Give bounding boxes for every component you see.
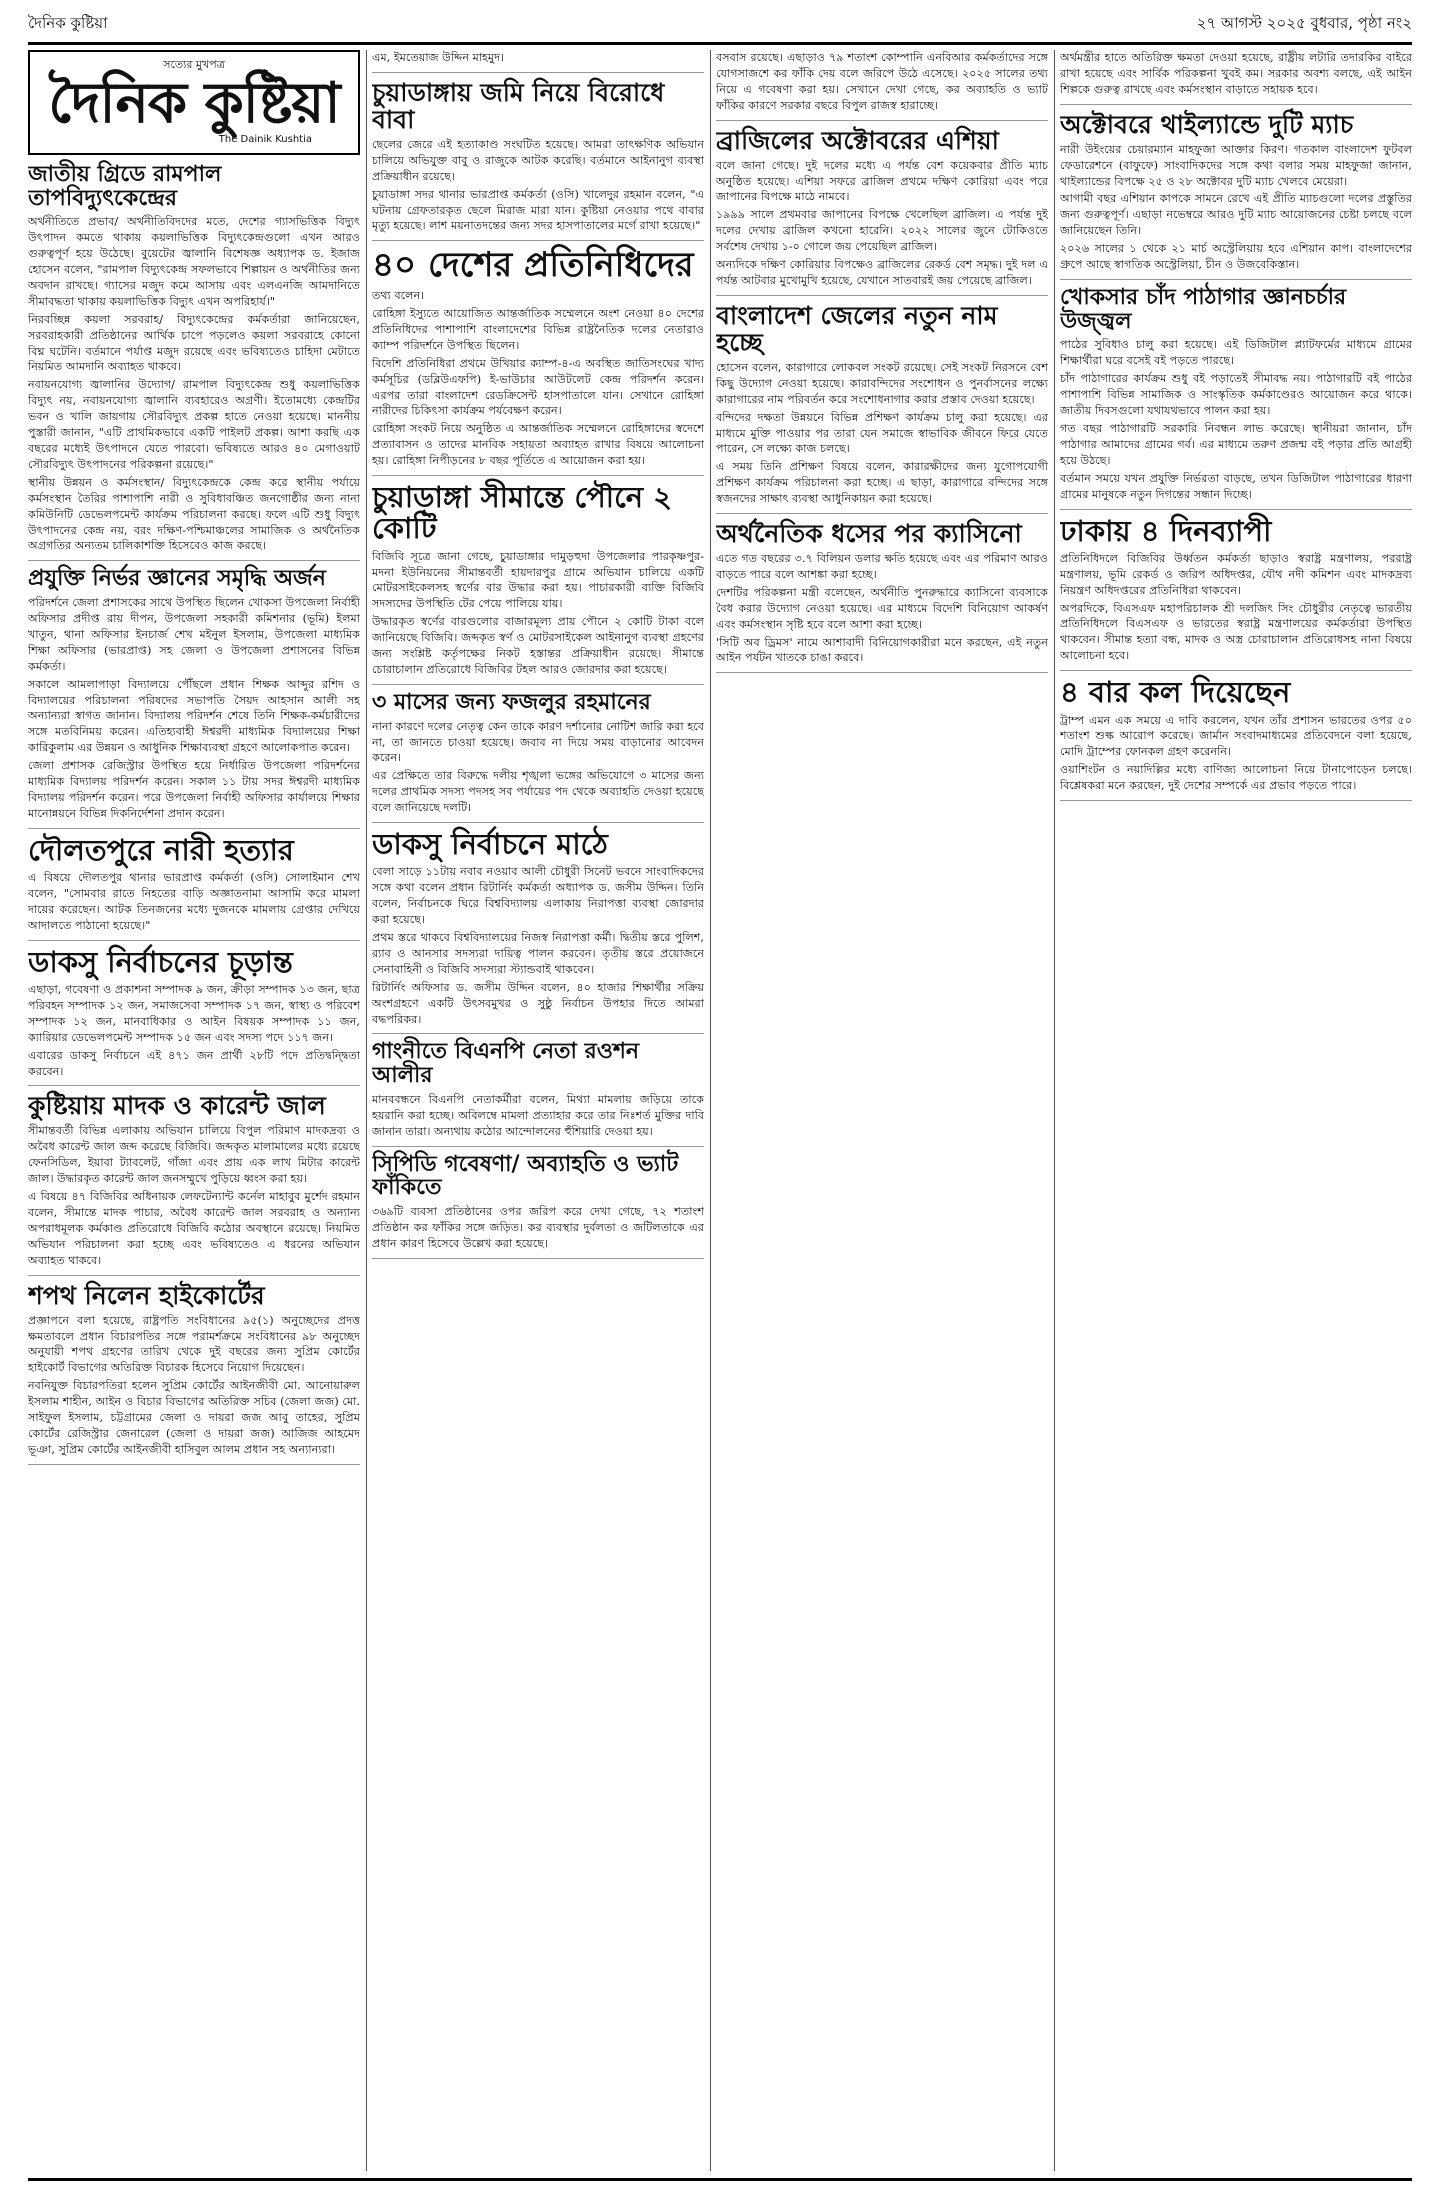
article-paragraph: রোহিঙ্গা সংকট নিয়ে অনুষ্ঠিত এ আন্তর্জাতিক সম্মেলনে রোহিঙ্গাদের স্বদেশে প্রত্যাবাসন ও তাদের মানবিক সহায়তা অব্যাহত রাখার বিষয়ে আলোচনা হয়। রোহিঙ্গা নিপীড়নের ৮ বছর পূর্তিতে এ আয়োজন করা হয়।: [372, 422, 704, 468]
article-paragraph: ২০২৬ সালের ১ থেকে ২১ মার্চ অস্ট্রেলিয়ায় হবে এশিয়ান কাপ। বাংলাদেশের গ্রুপে আছে স্বাগতিক অস্ট্রেলিয়া, চীন ও উজবেকিস্তান।: [1060, 242, 1412, 272]
article: [28, 944, 360, 1087]
article-paragraph: পাঠের সুবিধাও চালু করা হয়েছে। এই ডিজিটাল প্ল্যাটফর্মের মাধ্যমে গ্রামের শিক্ষার্থীরা ঘরে বসেই বই পড়তে পারছে।: [1060, 338, 1412, 368]
masthead: [28, 50, 360, 155]
paper-name: দৈনিক কুষ্টিয়া: [28, 13, 108, 32]
article-paragraph: রোহিঙ্গা ইস্যুতে আয়োজিত আন্তর্জাতিক সম্মেলনে অংশ নেওয়া ৪০ দেশের প্রতিনিধিদের পাশাপাশি বাংলাদেশের বিভিন্ন রাষ্ট্রনৈতিক দলের নেতারাও ক্যাম্প পরিদর্শনে উপস্থিত ছিলেন।: [372, 306, 704, 352]
column-1: [28, 50, 360, 2171]
article-headline: গাংনীতে বিএনপি নেতা রওশন আলীর: [372, 1039, 640, 1089]
article-paragraph: আগামী বছর এশিয়ান কাপকে সামনে রেখে এই প্রীতি ম্যাচগুলো দলের প্রস্তুতির জন্য গুরুত্বপূর্ণ। এছাড়া নভেম্বরে আরও দুটি ম্যাচ আয়োজনের চেষ্টা চলছে বলে জানিয়েছেন তিনি।: [1060, 192, 1412, 238]
article-headline: ৪০ দেশের প্রতিনিধিদের: [372, 245, 694, 286]
footer-rule: [28, 2178, 1412, 2181]
article-headline: ঢাকায় ৪ দিনব্যাপী: [1060, 513, 1272, 548]
article-paragraph: এবারের ডাকসু নির্বাচনে এই ৪৭১ জন প্রার্থী ২৮টি পদে প্রতিদ্বন্দ্বিতা করবেন।: [28, 1048, 360, 1078]
article-paragraph: ছেলের জেরে এই হত্যাকাণ্ড সংঘটিত হয়েছে। আমরা তাৎক্ষণিক অভিযান চালিয়ে অভিযুক্ত বাবু ও রাজুকে আটক করেছি। বর্তমানে আইনানুগ ব্যবস্থা প্রক্রিয়াধীন রয়েছে।: [372, 137, 704, 183]
article: [716, 50, 1048, 121]
article-body: [1060, 337, 1412, 502]
article-paragraph: চাঁদ পাঠাগারের কার্যক্রম শুধু বই পড়াতেই সীমাবদ্ধ নয়। পাঠাগারটি বই পাঠের পাশাপাশি বিভিন্ন সামাজিক ও সাংস্কৃতিক কর্মকাণ্ডেরও আয়োজন করে থাকে। জাতীয় দিবসগুলো যথাযথভাবে পালন করা হয়।: [1060, 372, 1412, 418]
article-paragraph: ১৯৯৯ সালে প্রথমবার জাপানের বিপক্ষে খেলেছিল ব্রাজিল। এ পর্যন্ত দুই দলের দেখায় ব্রাজিল কখনো হারেনি। ২০২২ সালের জুনে টোকিওতে সর্বশেষ দেখায় ১-০ গোলে জয় পেয়েছিল ব্রাজিল।: [716, 208, 1048, 254]
article: [716, 127, 1048, 296]
article-paragraph: এ বিষয়ে দৌলতপুর থানার ভারপ্রাপ্ত কর্মকর্তা (ওসি) সোলাইমান শেখ বলেন, "সোমবার রাতে নিহতের বাড়ি অজ্ঞাতনামা আসামি করে মামলা দায়ের করেছেন। আটক তিনজনের মধ্যে দুজনকে মামলায় গ্রেপ্তার দেখিয়ে আদালতে পাঠানো হয়েছে।": [28, 871, 360, 932]
article-paragraph: এম, ইমতেয়াজ উদ্দিন মাহমুদ।: [372, 51, 505, 64]
article-headline: ডাকসু নির্বাচনের চূড়ান্ত: [28, 944, 293, 979]
masthead-subtitle: The Dainik Kushtia: [218, 133, 312, 145]
article: [1060, 677, 1412, 801]
article: [372, 50, 704, 73]
column-divider: [366, 50, 367, 2171]
article-paragraph: তথ্য বলেন।: [372, 289, 425, 303]
article-body: [372, 719, 704, 816]
column-articles: [28, 163, 360, 1465]
article-paragraph: প্রথম স্তরে থাকবে বিশ্ববিদ্যালয়ের নিজস্ব নিরাপত্তা কর্মী। দ্বিতীয় স্তরে পুলিশ, র‍্যাব ও আনসার সদস্যরা দায়িত্ব পালন করবেন। তৃতীয় স্তরে প্রয়োজনে সেনাবাহিনী ও বিজিবি সদস্যরা স্ট্যান্ডবাই থাকবেন।: [372, 931, 704, 976]
article-body: [28, 595, 360, 822]
article-headline: প্রযুক্তি নির্ভর জ্ঞানের সমৃদ্ধি অর্জন: [28, 566, 326, 592]
article: [28, 567, 360, 828]
article: [28, 1282, 360, 1465]
running-header: [28, 8, 1412, 40]
article-paragraph: বিদেশি প্রতিনিধিরা প্রথমে উখিয়ার ক্যাম্প-৪-এ অবস্থিত জাতিসংঘের খাদ্য কর্মসূচির (ডব্লিউএফপি) ই-ভাউচার আউটলেট কেন্দ্র পরিদর্শন করেন। এরপর তারা বাংলাদেশ রেডক্রিসেন্ট হাসপাতালে যান। সেখানে রোহিঙ্গা নারীদের চিকিৎসা কার্যক্রম পর্যবেক্ষণ করেন।: [372, 356, 704, 418]
article-headline: ব্রাজিলের অক্টোবরের এশিয়া: [716, 125, 999, 155]
article-body: [372, 137, 704, 234]
article: [372, 482, 704, 685]
column-2: [372, 50, 704, 2171]
article-paragraph: দেশটির পরিকল্পনা মন্ত্রী বলেছেন, অর্থনীতি পুনরুদ্ধারে ক্যাসিনো ব্যবসাকে বৈধ করার উদ্যোগ নেওয়া হয়েছে। এর মাধ্যমে বিদেশি বিনিয়োগ আকর্ষণ এবং কর্মসংস্থান সৃষ্টি হবে বলে আশা করা হচ্ছে।: [716, 585, 1048, 631]
article-paragraph: উদ্ধারকৃত স্বর্ণের বারগুলোর বাজারমূল্য প্রায় পৌনে ২ কোটি টাকা বলে জানিয়েছে বিজিবি। জব্দকৃত স্বর্ণ ও মোটরসাইকেল আইনানুগ ব্যবস্থা গ্রহণের জন্য সংশ্লিষ্ট কর্তৃপক্ষের নিকট হস্তান্তর প্রক্রিয়াধীন রয়েছে। সীমান্তে চোরাচালান প্রতিরোধে বিজিবির টহল আরও জোরদার করা হয়েছে।: [372, 615, 704, 676]
article-paragraph: অর্থমন্ত্রীর হাতে অতিরিক্ত ক্ষমতা দেওয়া হয়েছে, রাষ্ট্রীয় লটারি তদারকির বাইরে রাখা হয়েছে এবং সার্বিক পরিকল্পনা খুবই কম। সরকার অবশ্য বলছে, এই আইন শিল্পকে গুরুত্ব রাখছে এবং কর্মসংস্থান বাড়াতে সহায়ক হবে।: [1060, 51, 1412, 96]
date-page: ২৭ আগস্ট ২০২৫ বুধবার, পৃষ্ঠা নং২: [1196, 13, 1412, 32]
column-articles: [716, 50, 1048, 673]
article-body: [716, 551, 1048, 666]
article-body: [716, 158, 1048, 289]
article-body: [1060, 142, 1412, 273]
article-body: [28, 982, 360, 1079]
article-body: [716, 360, 1048, 507]
article-body: [372, 1204, 704, 1252]
column-divider: [1054, 50, 1055, 2171]
article: [28, 163, 360, 562]
column-4: [1060, 50, 1412, 2171]
article-paragraph: বন্দিদের দক্ষতা উন্নয়নে বিভিন্ন প্রশিক্ষণ কার্যক্রম চালু করা হয়েছে। এর মাধ্যমে মুক্তি পাওয়ার পর তারা যেন সমাজে স্বাভাবিক জীবনে ফিরে যেতে পারেন, সে লক্ষ্যে কাজ চলছে।: [716, 410, 1048, 456]
article-body: [716, 50, 1048, 114]
article-paragraph: অর্থনীতিতে প্রভাব/ অর্থনীতিবিদদের মতে, দেশের গ্যাসভিত্তিক বিদ্যুৎ উৎপাদন কমতে থাকায় কয়লাভিত্তিক বিদ্যুৎকেন্দ্রগুলো এখন আরও গুরুত্বপূর্ণ হয়ে উঠেছে। বুয়েটের জ্বালানি বিশেষজ্ঞ অধ্যাপক ড. ইজাজ হোসেন বলেন, "রামপাল বিদ্যুৎকেন্দ্র সফলভাবে শিল্পায়ন ও অর্থনীতির জন্য অবদান রাখছে। গ্যাসের মজুদ কমে আসায় এবং এলএনজি আমদানিতে সীমাবদ্ধতা থাকায় কয়লাভিত্তিক বিদ্যুৎ এখন অপরিহার্য।": [28, 215, 360, 308]
article-paragraph: বিজিবি সূত্রে জানা গেছে, চুয়াডাঙ্গার দামুড়হুদা উপজেলার পারকৃষ্ণপুর-মদনা ইউনিয়নের সীমান্তবর্তী হায়দারপুর গ্রামে অভিযান চালিয়ে একটি মোটরসাইকেলসহ স্বর্ণের বার উদ্ধার করা হয়। পাচারকারী ব্যক্তি বিজিবি সদস্যদের উপস্থিতি টের পেয়ে পালিয়ে যায়।: [372, 549, 704, 611]
article-paragraph: সকালে আমলাপাড়া বিদ্যালয়ে পৌঁছলে প্রধান শিক্ষক আব্দুর রশিদ ও বিদ্যালয়ের পরিচালনা পরিষদের সভাপতি সৈয়দ আহসান আলী সহ অন্যান্যরা স্বাগত জানান। বিদ্যালয় পরিদর্শন শেষে তিনি শিক্ষক-কর্মচারীদের সঙ্গে মতবিনিময় করেন। এতিহ্যবাহী ঈশ্বরদী মাধ্যমিক বিদ্যালয়ের শিক্ষা কারিকুলাম এর উন্নয়ন ও আধুনিক শিক্ষাব্যবস্থা গ্রহণে আলোকপাত করেন।: [28, 677, 360, 755]
article: [716, 520, 1048, 673]
article-paragraph: এতে গত বছরের ৩.৭ বিলিয়ন ডলার ক্ষতি হয়েছে এবং এর পরিমাণ আরও বাড়তে পারে বলে আশঙ্কা করা হচ্ছে।: [716, 552, 1048, 581]
article-paragraph: অন্যদিকে দক্ষিণ কোরিয়ার বিপক্ষেও ব্রাজিলের রেকর্ড বেশ সমৃদ্ধ। দুই দল এ পর্যন্ত আটবার মুখোমুখি হয়েছে, যেখানে সাতবারই জয় পেয়েছে ব্রাজিল।: [716, 258, 1048, 287]
header-rule: [28, 42, 1412, 45]
column-3: [716, 50, 1048, 2171]
article-paragraph: পরিদর্শনে জেলা প্রশাসকের সাথে উপস্থিত ছিলেন খোকসা উপজেলা নির্বাহী অফিসার প্রদীপ্ত রায় দীপন, উপজেলা সহকারী কমিশনার (ভূমি) ইলমা খাতুন, থানা অফিসার ইনচার্জ শেখ মইনুল ইসলাম, উপজেলা মাধ্যমিক শিক্ষা অফিসার (ভারপ্রাপ্ত) সহ জেলা ও উপজেলা প্রশাসনের বিভিন্ন কর্মকর্তা।: [28, 596, 360, 673]
article-headline: খোকসার চাঁদ পাঠাগার জ্ঞানচর্চার উজ্জ্বল: [1060, 284, 1347, 334]
article: [372, 79, 704, 241]
article-paragraph: নানা কারণে দলের নেতৃত্ব কেন তাকে কারণ দর্শানোর নোটিশ জারি করা হবে না, তা জানতে চাওয়া হয়েছে। জবাব না দিয়ে সময় বাড়ানোর আবেদন করেন।: [372, 719, 704, 765]
article: [372, 1040, 704, 1146]
article-headline: ৩ মাসের জন্য ফজলুর রহমানের: [372, 689, 651, 715]
article-body: [28, 1123, 360, 1268]
article: [1060, 513, 1412, 672]
article-paragraph: অপরদিকে, বিএসএফ মহাপরিচালক শ্রী দলজিৎ সিং চৌধুরীর নেতৃত্বে ভারতীয় প্রতিনিধিদলে বিএসএফ ও ভারতের স্বরাষ্ট্র মন্ত্রণালয়ের কর্মকর্তারা উপস্থিত থাকবেন। সীমান্ত হত্যা বন্ধ, মাদক ও অস্ত্র চোরাচালান প্রতিরোধসহ নানা বিষয়ে আলোচনা হবে।: [1060, 601, 1412, 663]
article-paragraph: প্রতিনিধিদলে বিজিবির উর্ধ্বতন কর্মকর্তা ছাড়াও স্বরাষ্ট্র মন্ত্রণালয়, পররাষ্ট্র মন্ত্রণালয়, ভূমি রেকর্ড ও জরিপ অধিদপ্তর, যৌথ নদী কমিশন এবং মাদকদ্রব্য নিয়ন্ত্রণ অধিদপ্তরের প্রতিনিধিরা থাকবেন।: [1060, 551, 1412, 597]
article-paragraph: বসবাস রয়েছে। এছাড়াও ৭৯ শতাংশ কোম্পানি এনবিআর কর্মকর্তাদের সঙ্গে যোগসাজশে কর ফাঁকি দেয় বলে জরিপে উঠে এসেছে। ২০২৫ সালের তথ্য নিয়ে এ গবেষণা করা হয়। সেখানে দেখা গেছে, কর অব্যাহতি ও ভ্যাট ফাঁকির কারণে সরকার বছরে বিপুল রাজস্ব হারাচ্ছে।: [716, 51, 1048, 112]
article-headline: জাতীয় গ্রিডে রামপাল তাপবিদ্যুৎকেন্দ্রের: [28, 161, 222, 211]
article-headline: সিপিডি গবেষণা/ অব্যাহতি ও ভ্যাট ফাঁকিতে: [372, 1151, 679, 1201]
article-body: [1060, 713, 1412, 795]
article-headline: চুয়াডাঙ্গায় জমি নিয়ে বিরোধে বাবা: [372, 77, 665, 134]
article-paragraph: এছাড়া, গবেষণা ও প্রকাশনা সম্পাদক ৯ জন, ক্রীড়া সম্পাদক ১৩ জন, ছাত্র পরিবহন সম্পাদক ১২ জন, সমাজসেবা সম্পাদক ১৭ জন, স্বাস্থ্য ও পরিবেশ সম্পাদক ১২ জন, মানবাধিকার ও আইন বিষয়ক সম্পাদক ১১ জন, ক্যারিয়ার ডেভেলপমেন্ট সম্পাদক ১৫ জন এবং সদস্য পদে ১১৭ জন।: [28, 983, 360, 1044]
column-divider: [710, 50, 711, 2171]
article-paragraph: ট্রাম্প এমন এক সময়ে এ দাবি করলেন, যখন তাঁর প্রশাসন ভারতের ওপর ৫০ শতাংশ শুল্ক আরোপ করেছে। জার্মান সংবাদমাধ্যমের প্রতিবেদনে বলা হয়েছে, মোদি ট্রাম্পের ফোনকল গ্রহণ করেননি।: [1060, 713, 1412, 759]
article-paragraph: বলে জানা গেছে। দুই দলের মধ্যে এ পর্যন্ত বেশ কয়েকবার প্রীতি ম্যাচ অনুষ্ঠিত হয়েছে। এশিয়া সফরে ব্রাজিল প্রথমে দক্ষিণ কোরিয়া এবং পরে জাপানের বিপক্ষে মাঠে নামবে।: [716, 158, 1048, 204]
article-paragraph: ওয়াশিংটন ও নয়াদিল্লির মধ্যে বাণিজ্য আলোচনা নিয়ে টানাপোড়েন চলছে। বিশ্লেষকরা মনে করছেন, দুই দেশের সম্পর্কে এর প্রভাব পড়তে পারে।: [1060, 763, 1412, 793]
column-articles: [372, 50, 704, 1259]
article-paragraph: 'সিটি অব ড্রিমস' নামে আশাবাদী বিনিয়োগকারীরা মনে করছেন, এই নতুন আইন পর্যটন খাতকে চাঙা করবে।: [716, 635, 1048, 665]
column-articles: [1060, 50, 1412, 801]
article: [1060, 50, 1412, 105]
article-body: [28, 870, 360, 934]
article-body: [372, 288, 704, 469]
article-headline: অর্থনৈতিক ধসের পর ক্যাসিনো: [716, 519, 1022, 549]
article-headline: অক্টোবরে থাইল্যান্ডে দুটি ম্যাচ: [1060, 109, 1354, 139]
article-paragraph: এর প্রেক্ষিতে তার বিরুদ্ধে দলীয় শৃঙ্খলা ভঙ্গের অভিযোগে ৩ মাসের জন্য দলের প্রাথমিক সদস্য পদসহ সব পর্যায়ের পদ থেকে অব্যাহতি দেওয়া হয়েছে বলে জানিয়েছে দলটি।: [372, 769, 704, 815]
article: [372, 1153, 704, 1259]
article: [372, 829, 704, 1034]
article-paragraph: স্থানীয় উন্নয়ন ও কর্মসংস্থান/ বিদ্যুৎকেন্দ্রকে কেন্দ্র করে স্থানীয় পর্যায়ে কর্মসংস্থান তৈরির পাশাপাশি নারী ও সুবিধাবঞ্চিত জনগোষ্ঠীর জন্য নানা কমিউনিটি ডেভেলপমেন্ট কার্যক্রম পরিচালনা করছে। ফলে এটি শুধু বিদ্যুৎ উৎপাদনের কেন্দ্র নয়, বরং দক্ষিণ-পশ্চিমাঞ্চলের সামাজিক ও অর্থনৈতিক অগ্রগতির অন্যতম চালিকাশক্তি হিসেবেও কাজ করছে।: [28, 475, 360, 553]
article-headline: ৪ বার কল দিয়েছেন: [1060, 675, 1291, 710]
article-paragraph: মানববন্ধনে বিএনপি নেতাকর্মীরা বলেন, মিথ্যা মামলায় জড়িয়ে তাকে হয়রানি করা হচ্ছে। অবিলম্বে মামলা প্রত্যাহার করে তার নিঃশর্ত মুক্তির দাবি জানান তারা। অন্যথায় কঠোর আন্দোলনের হুঁশিয়ারি দেওয়া হয়।: [372, 1092, 704, 1138]
article-paragraph: এ সময় তিনি প্রশিক্ষণ বিষয়ে বলেন, কারারক্ষীদের জন্য যুগোপযোগী প্রশিক্ষণ কার্যক্রম পরিচালনা করা হচ্ছে। এ ছাড়া, কারাগারে বন্দিদের সঙ্গে স্বজনদের সাক্ষাৎ ব্যবস্থা আধুনিকায়ন করা হয়েছে।: [716, 460, 1048, 506]
article-paragraph: প্রজ্ঞাপনে বলা হয়েছে, রাষ্ট্রপতি সংবিধানের ৯৫(১) অনুচ্ছেদের প্রদত্ত ক্ষমতাবলে প্রধান বিচারপতির সঙ্গে পরামর্শক্রমে সংবিধানের ৯৮ অনুচ্ছেদ অনুযায়ী শপথ গ্রহণের তারিখ থেকে দুই বছরের জন্য সুপ্রিম কোর্টের হাইকোর্ট বিভাগের অতিরিক্ত বিচারক হিসেবে নিয়োগ দিয়েছেন।: [28, 1313, 360, 1375]
article: [28, 1092, 360, 1275]
article-paragraph: গত বছর পাঠাগারটি সরকারি নিবন্ধন লাভ করেছে। স্থানীয়রা জানান, চাঁদ পাঠাগার আমাদের গ্রামের গর্ব। এর মাধ্যমে তরুণ প্রজন্ম বই পড়ার প্রতি আগ্রহী হয়ে উঠছে।: [1060, 422, 1412, 467]
article-paragraph: চুয়াডাঙ্গা সদর থানার ভারপ্রাপ্ত কর্মকর্তা (ওসি) খালেদুর রহমান বলেন, "এ ঘটনায় গ্রেফতারকৃত ছেলে মিরাজ মারা যান। কুষ্টিয়া নেওয়ার পথে বাবার মৃত্যু হয়েছে। লাশ ময়নাতদন্তের জন্য সদর হাসপাতালের মর্গে রাখা হয়েছে।": [372, 187, 704, 233]
article-paragraph: বেলা সাড়ে ১১টায় নবাব নওয়াব আলী চৌধুরী সিনেট ভবনে সাংবাদিকদের সঙ্গে কথা বলেন প্রধান রিটার্নিং কর্মকর্তা অধ্যাপক ড. জসীম উদ্দিন। তিনি বলেন, নির্বাচনকে ঘিরে বিশ্ববিদ্যালয় এলাকায় নিরাপত্তা ব্যবস্থা জোরদার করা হয়েছে।: [372, 865, 704, 927]
article-paragraph: সীমান্তবর্তী বিভিন্ন এলাকায় অভিযান চালিয়ে বিপুল পরিমাণ মাদকদ্রব্য ও অবৈধ কারেন্ট জাল জব্দ করেছে বিজিবি। জব্দকৃত মালামালের মধ্যে রয়েছে ফেনসিডিল, ইয়াবা ট্যাবলেট, গাঁজা এবং প্রায় এক লাখ মিটার কারেন্ট জাল। উদ্ধারকৃত কারেন্ট জাল জনসম্মুখে পুড়িয়ে ধ্বংস করা হয়।: [28, 1124, 360, 1186]
article: [372, 691, 704, 823]
article-paragraph: বর্তমান সময়ে যখন প্রযুক্তি নির্ভরতা বাড়ছে, তখন ডিজিটাল পাঠাগারের ধারণা গ্রামের মানুষকে নতুন দিগন্তের সন্ধান দিচ্ছে।: [1060, 471, 1412, 501]
article-body: [1060, 50, 1412, 98]
article-headline: বাংলাদেশ জেলের নতুন নাম হচ্ছে: [716, 300, 998, 357]
article: [716, 302, 1048, 514]
article-paragraph: নারী উইংয়ের চেয়ারম্যান মাহফুজা আক্তার কিরণ। গতকাল বাংলাদেশ ফুটবল ফেডারেশনে (বাফুফে) সাংবাদিকদের সঙ্গে কথা বলার সময় মাহফুজা জানান, থাইল্যান্ডের বিপক্ষে ২৫ ও ২৮ অক্টোবর দুটি ম্যাচ খেলবে মেয়েরা।: [1060, 142, 1412, 188]
article-headline: কুষ্টিয়ায় মাদক ও কারেন্ট জাল: [28, 1091, 326, 1121]
article-headline: দৌলতপুরে নারী হত্যার: [28, 832, 294, 867]
article-headline: শপথ নিলেন হাইকোর্টের: [28, 1280, 265, 1310]
article-paragraph: জেলা প্রশাসক রেজিস্ট্রার উপস্থিত হয়ে নির্ধারিত উপজেলা পরিদর্শনের মাধ্যমিক বিদ্যালয় পরিদর্শন করেন। সকাল ১১ টায় সদর ঈশ্বরদী মাধ্যমিক বিদ্যালয় পরিদর্শন করেন। পরে উপজেলা নির্বাহী অফিসার কার্যালয়ে শিক্ষার মানোন্নয়নে বিভিন্ন দিকনির্দেশনা প্রদান করেন।: [28, 759, 360, 820]
article-headline: চুয়াডাঙ্গা সীমান্তে পৌনে ২ কোটি: [372, 480, 673, 546]
article-paragraph: নবায়নযোগ্য জ্বালানির উদ্যোগ/ রামপাল বিদ্যুৎকেন্দ্র শুধু কয়লাভিত্তিক বিদ্যুৎ নয়, নবায়নযোগ্য জ্বালানি ব্যবহারেও অগ্রণী। ইতোমধ্যে কেন্দ্রটির ভবন ও খালি জায়গায় সৌরবিদ্যুৎ প্রকল্প হাতে নেওয়া হয়েছে। মাননীয় পুস্তারী জানান, "এটি প্রাথমিকভাবে একটি পাইলট প্রকল্প। আশা করছি এক বছরের মধ্যেই উৎপাদনে যেতে পারবো। ভবিষ্যতে আরও ৪০ মেগাওয়াট সৌরবিদ্যুৎ উৎপাদনের পরিকল্পনা রয়েছে।": [28, 378, 360, 471]
article-paragraph: রিটার্নিং অফিসার ড. জসীম উদ্দিন বলেন, ৪০ হাজার শিক্ষার্থীর সক্রিয় অংশগ্রহণে একটি উৎসবমুখর ও সুষ্ঠু নির্বাচন উপহার দিতে আমরা বদ্ধপরিকর।: [372, 980, 704, 1026]
article: [28, 832, 360, 941]
article-body: [372, 50, 704, 66]
article-body: [372, 549, 704, 678]
article-body: [372, 1092, 704, 1140]
article: [372, 247, 704, 476]
article-paragraph: নিরবচ্ছিন্ন কয়লা সরবরাহ/ বিদ্যুৎকেন্দ্রের কর্মকর্তারা জানিয়েছেন, সরবরাহকারী প্রতিষ্ঠানের আর্থিক চাপে পড়লেও কয়লা সরবরাহে কোনো বিঘ্ন ঘটেনি। বর্তমানে পর্যাপ্ত মজুদ রয়েছে এবং ভবিষ্যতেও চাহিদা মেটাতে নিয়মিত আমদানি অব্যাহত থাকবে।: [28, 312, 360, 374]
article-body: [28, 1313, 360, 1458]
article-paragraph: হোসেন বলেন, কারাগারে লোকবল সংকট রয়েছে। সেই সংকট নিরসনে বেশ কিছু উদ্যোগ নেওয়া হয়েছে। কারাবন্দিদের সংশোধন ও পুনর্বাসনের লক্ষ্যে কারাগারের নাম পরিবর্তন করে সংশোধনাগার করার প্রস্তাব দেওয়া হয়েছে।: [716, 360, 1048, 406]
article-paragraph: এ বিষয়ে ৪৭ বিজিবির অধিনায়ক লেফটেন্যান্ট কর্নেল মাহাবুব মুর্শেদ রহমান বলেন, সীমান্তে মাদক পাচার, অবৈধ কারেন্ট জাল সরবরাহ ও অন্যান্য অপরাধমূলক কর্মকাণ্ড প্রতিরোধে বিজিবি কঠোর অবস্থানে রয়েছে। নিয়মিত অভিযান পরিচালনা করা হচ্ছে এবং ভবিষ্যতেও এ ধরনের অভিযান অব্যাহত থাকবে।: [28, 1190, 360, 1267]
article: [1060, 111, 1412, 280]
masthead-title: দৈনিক কুষ্টিয়া: [48, 71, 340, 136]
article-headline: ডাকসু নির্বাচনে মাঠে: [372, 827, 608, 862]
article-body: [1060, 551, 1412, 664]
article-paragraph: ৩৬৯টি ব্যবসা প্রতিষ্ঠানের ওপর জরিপ করে দেখা গেছে, ৭২ শতাংশ প্রতিষ্ঠান কর ফাঁকির সঙ্গে জড়িত। কর ব্যবস্থার দুর্বলতা ও জটিলতাকে এর প্রধান কারণ হিসেবে উল্লেখ করা হয়েছে।: [372, 1205, 704, 1250]
article-body: [28, 214, 360, 554]
article-body: [372, 864, 704, 1027]
article-paragraph: নবনিযুক্ত বিচারপতিরা হলেন সুপ্রিম কোর্টের আইনজীবী মো. আনোয়ারুল ইসলাম শাহীন, আইন ও বিচার বিভাগের অতিরিক্ত সচিব (জেলা জজ) মো. সাইফুল ইসলাম, চট্টগ্রামের জেলা ও দায়রা জজ আবু তাহের, সুপ্রিম কোর্টের রেজিস্ট্রার জেনারেল (জেলা ও দায়রা জজ) আজিজ আহমেদ ভূঞা, সুপ্রিম কোর্টের আইনজীবী হাসিবুল আলম প্রধান সহ অন্যান্যরা।: [28, 1379, 360, 1456]
masthead-tagline: সত্যের মুখপত্র: [163, 58, 225, 71]
article: [1060, 286, 1412, 510]
